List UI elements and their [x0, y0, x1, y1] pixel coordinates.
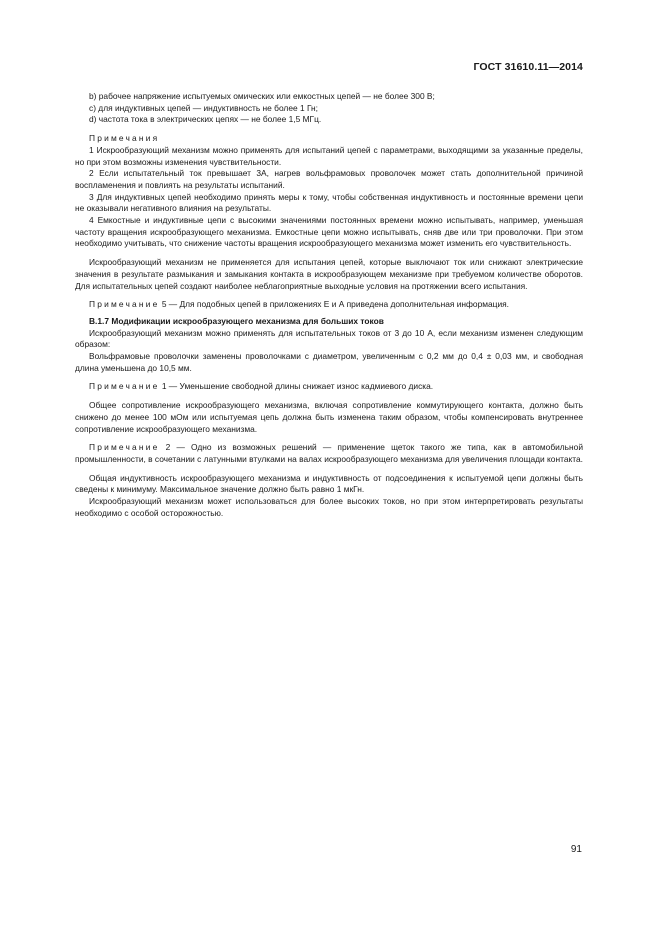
note-item-3: 3 Для индуктивных цепей необходимо принять меры к тому, чтобы собственная индуктивность и постоянные времени цепи не оказывали негативного влияния на результаты. — [75, 191, 583, 214]
note-item-4: 4 Емкостные и индуктивные цепи с высокими значениями постоянных времени можно испытывать, например, уменьшая частоту вращения искрообразующего механизма. Емкостные цепи можно испытывать, сняв две или три проволочки. При этом необходимо учитывать, что снижение частоты вращения искрообразующего механизма может изменить его чувствительность. — [75, 215, 583, 249]
list-item-c: c) для индуктивных цепей — индуктивность не более 1 Гн; — [89, 102, 318, 113]
list-item-d: d) частота тока в электрических цепях — не более 1,5 МГц. — [89, 114, 322, 125]
paragraph-inductance: Общая индуктивность искрообразующего механизма и индуктивность от подсоединения к испытуемой цепи должны быть сведены к минимуму. Максимальное значение должно быть равно 1 мкГн. — [75, 472, 583, 495]
note-text: 5 — Для подобных цепей в приложениях Е и А приведена дополнительная информация. — [161, 299, 509, 310]
list-item-b: b) рабочее напряжение испытуемых омических или емкостных цепей — не более 300 В; — [89, 91, 435, 101]
note-label: Примечание — [89, 299, 160, 310]
note-text: 1 — Уменьшение свободной длины снижает износ кадмиевого диска. — [161, 381, 434, 392]
note-label: Примечание — [89, 442, 160, 453]
section-title: В.1.7 Модификации искрообразующего механизма для больших токов — [89, 315, 384, 326]
paragraph-resistance: Общее сопротивление искрообразующего механизма, включая сопротивление коммутирующего контакта, должно быть снижено до менее 100 мОм или испытуемая цепь должна быть изменена таким образом, чтобы компенсировать внутреннее сопротивление искрообразующего механизма. — [75, 400, 583, 434]
note-free-length — [75, 381, 583, 393]
note-label: Примечание — [89, 381, 160, 392]
paragraph-spark-limits: Искрообразующий механизм не применяется для испытания цепей, которые выключают ток или снижают электрические значения в результате размыкания и замыкания контакта в искрообразующем механизме при требуемом количестве оборотов. Для испытательных цепей создают наиболее неблагоприятные выходные условия на протяжении всего испытания. — [75, 257, 583, 291]
note-brushes — [75, 442, 583, 465]
note-item-2: 2 Если испытательный ток превышает 3А, нагрев вольфрамовых проволочек может стать дополнительной причиной воспламенения и повлиять на результаты испытаний. — [75, 168, 583, 190]
page-number: 91 — [570, 844, 582, 855]
notes-title: Примечания — [89, 133, 160, 144]
note-item-1: 1 Искрообразующий механизм можно применять для испытаний цепей с параметрами, выходящими за указанные пределы, но при этом возможны изменения чувствительности. — [75, 144, 583, 167]
note-5 — [75, 299, 583, 311]
section-paragraph-2: Вольфрамовые проволочки заменены проволочками с диаметром, увеличенным с 0,2 мм до 0,4 ± 0,03 мм, и свободная длина уменьшена до 10,5 мм. — [75, 351, 583, 373]
standard-header: ГОСТ 31610.11—2014 — [473, 61, 583, 73]
paragraph-high-currents: Искрообразующий механизм может использоваться для более высоких токов, но при этом интерпретировать результаты необходимо с особой осторожностью. — [75, 496, 583, 518]
document-body — [75, 91, 583, 520]
section-paragraph-1: Искрообразующий механизм можно применять для испытательных токов от 3 до 10 А, если механизм изменен следующим образом: — [75, 327, 583, 350]
note-text: 2 — Одно из возможных решений — применение щеток такого же типа, как в автомобильной промышленности, в сочетании с латунными втулками на валах искрообразующего механизма для увеличения площади контакта. — [75, 442, 584, 464]
